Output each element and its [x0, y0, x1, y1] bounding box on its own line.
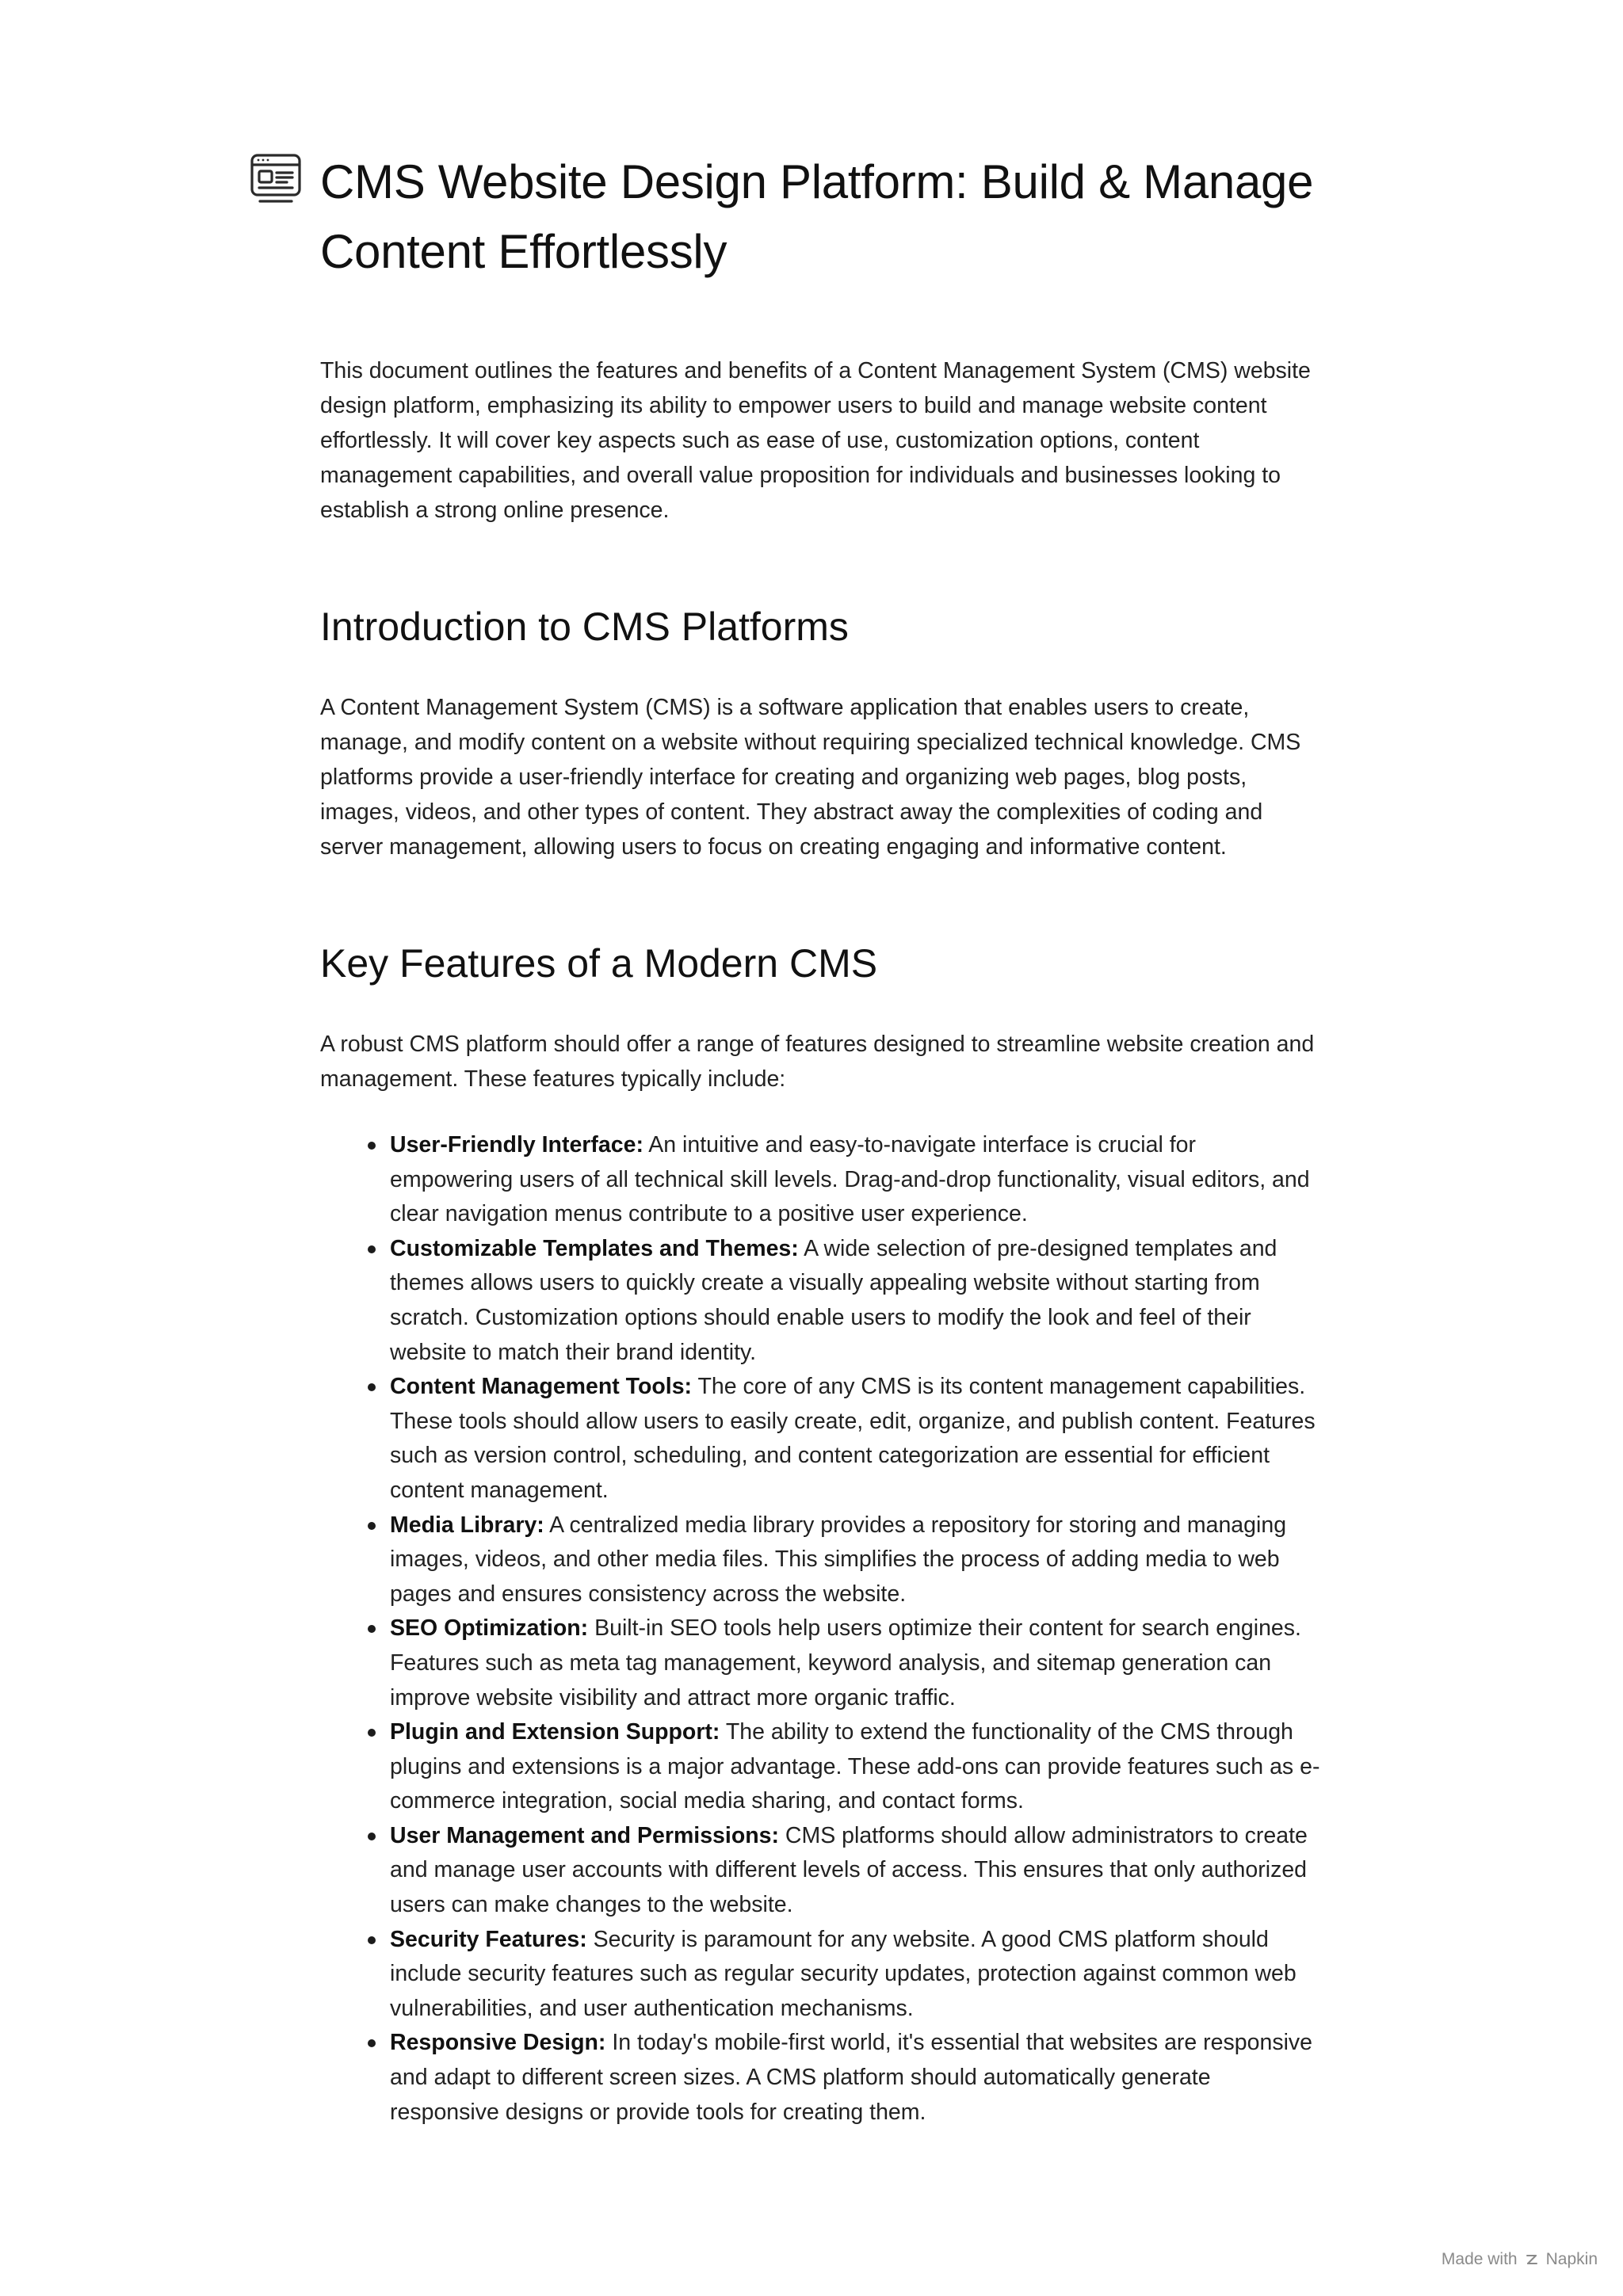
feature-description: Built-in SEO tools help users optimize their content for search engines. Features such as meta tag management, keyword analysis, and sitemap generation can improve website visibility and attract more organic traffic. [390, 1615, 1301, 1711]
list-item [390, 2026, 1323, 2130]
feature-description: CMS platforms should allow administrators to create and manage user accounts with different levels of access. This ensures that only authorized users can make changes to the website. [390, 1822, 1308, 1918]
feature-term: SEO Optimization: [390, 1615, 589, 1642]
feature-description: An intuitive and easy-to-navigate interface is crucial for empowering users of all technical skill levels. Drag-and-drop functionality, visual editors, and clear navigation menus contribute to a positive user experience. [390, 1132, 1310, 1227]
made-with-label: Made with [1441, 2250, 1518, 2268]
section-heading-key-features: Key Features of a Modern CMS [320, 941, 878, 986]
document-title: CMS Website Design Platform: Build & Manage Content Effortlessly [320, 155, 1314, 278]
bullet-icon [368, 1833, 376, 1840]
bullet-icon [368, 1729, 376, 1737]
feature-term: Security Features: [390, 1926, 587, 1952]
feature-description: In today's mobile-first world, it's essential that websites are responsive and adapt to different screen sizes. A CMS platform should automatically generate responsive designs or provide tools for creating them. [390, 2030, 1313, 2125]
browser-window-icon [247, 151, 304, 208]
bullet-icon [368, 1625, 376, 1633]
feature-term: Content Management Tools: [390, 1374, 693, 1400]
features-list [320, 1128, 1323, 2130]
feature-term: Plugin and Extension Support: [390, 1719, 720, 1745]
bullet-icon [368, 1383, 376, 1391]
list-item [390, 1232, 1323, 1370]
section-paragraph-introduction: A Content Management System (CMS) is a software application that enables users to create, manage, and modify content on a website without requiring specialized technical knowledge. CMS platforms provide a user-friendly interface for creating and organizing web pages, blog posts, images, videos, and other types of content. They abstract away the complexities of coding and server management, allowing users to focus on creating engaging and informative content. [320, 695, 1301, 860]
section-heading-introduction: Introduction to CMS Platforms [320, 605, 849, 649]
document-body [320, 353, 1323, 2130]
feature-description: A centralized media library provides a repository for storing and managing images, videos, and other media files. This simplifies the process of adding media to web pages and ensures consistency across the website. [390, 1512, 1287, 1607]
intro-paragraph: This document outlines the features and benefits of a Content Management System (CMS) website design platform, emphasizing its ability to empower users to build and manage website content effortlessly. It will cover key aspects such as ease of use, customization options, content management capabilities, and overall value proposition for individuals and businesses looking to establish a strong online presence. [320, 358, 1311, 523]
napkin-logo-icon [1524, 2252, 1540, 2267]
bullet-icon [368, 2039, 376, 2047]
napkin-brand-label: Napkin [1545, 2250, 1598, 2268]
list-item [390, 1923, 1323, 2027]
feature-term: User-Friendly Interface: [390, 1132, 643, 1158]
list-item [390, 1508, 1323, 1612]
feature-term: Responsive Design: [390, 2030, 606, 2056]
feature-term: Media Library: [390, 1512, 544, 1538]
feature-description: The core of any CMS is its content management capabilities. These tools should allow users to easily create, edit, organize, and publish content. Features such as version control, scheduling, and content categorization are essential for efficient content management. [390, 1374, 1316, 1503]
list-item [390, 1128, 1323, 1232]
feature-description: Security is paramount for any website. A good CMS platform should include security features such as regular security updates, protection against common web vulnerabilities, and user authentication mechanisms. [390, 1926, 1296, 2021]
list-item [390, 1715, 1323, 1819]
bullet-icon [368, 1936, 376, 1944]
section-paragraph-key-features: A robust CMS platform should offer a range of features designed to streamline website creation and management. These features typically include: [320, 1032, 1315, 1092]
bullet-icon [368, 1522, 376, 1530]
feature-term: User Management and Permissions: [390, 1822, 779, 1848]
bullet-icon [368, 1245, 376, 1253]
made-with-napkin-footer[interactable] [1442, 2250, 1598, 2269]
feature-term: Customizable Templates and Themes: [390, 1235, 799, 1261]
list-item [390, 1611, 1323, 1715]
bullet-icon [368, 1142, 376, 1150]
feature-description: The ability to extend the functionality of the CMS through plugins and extensions is a major advantage. These add-ons can provide features such as e-commerce integration, social media sharing, and contact forms. [390, 1719, 1320, 1814]
feature-description: A wide selection of pre-designed templates and themes allows users to quickly create a visually appealing website without starting from scratch. Customization options should enable users to modify the look and feel of their website to match their brand identity. [390, 1235, 1277, 1365]
list-item [390, 1370, 1323, 1508]
list-item [390, 1819, 1323, 1923]
